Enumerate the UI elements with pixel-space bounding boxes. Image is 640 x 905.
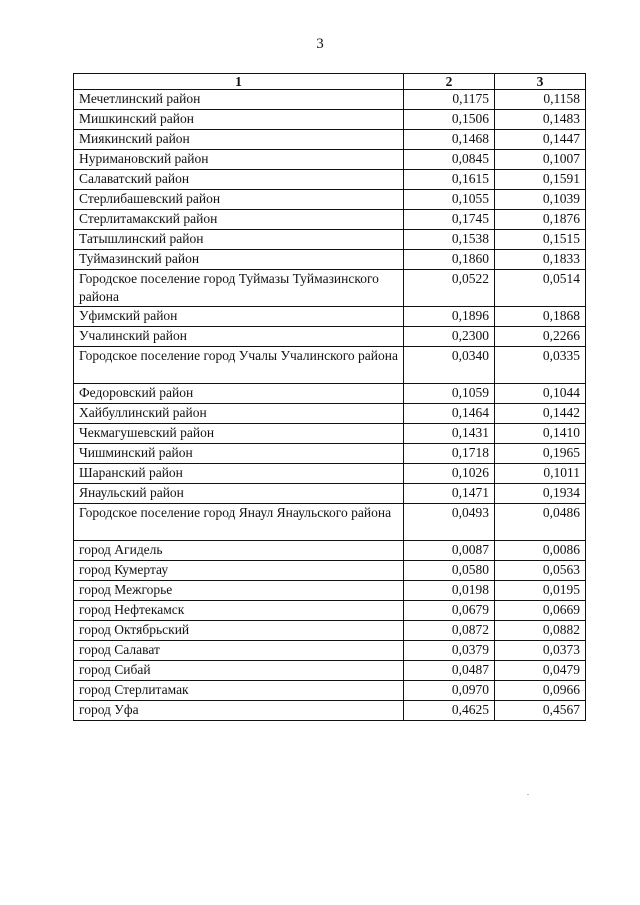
- row-name-cell: город Сибай: [74, 661, 404, 681]
- row-value-col2: 0,0845: [404, 150, 495, 170]
- row-value-col2: 0,1896: [404, 307, 495, 327]
- row-name-cell: город Октябрьский: [74, 621, 404, 641]
- table-row: [74, 110, 586, 130]
- row-value-col2: 0,1745: [404, 210, 495, 230]
- table-row: [74, 581, 586, 601]
- table-row: [74, 250, 586, 270]
- table-row: [74, 444, 586, 464]
- row-name-cell: Чишминский район: [74, 444, 404, 464]
- row-value-col3: 0,1868: [495, 307, 586, 327]
- row-name-cell: Янаульский район: [74, 484, 404, 504]
- row-name-cell: Учалинский район: [74, 327, 404, 347]
- table-row: [74, 641, 586, 661]
- table-row: [74, 621, 586, 641]
- row-value-col3: 0,1965: [495, 444, 586, 464]
- row-value-col3: 0,1044: [495, 384, 586, 404]
- row-value-col2: 0,0340: [404, 347, 495, 384]
- row-name-cell: Шаранский район: [74, 464, 404, 484]
- row-value-col2: 0,0872: [404, 621, 495, 641]
- row-value-col2: 0,0087: [404, 541, 495, 561]
- table-row: [74, 701, 586, 721]
- row-name-cell: Мечетлинский район: [74, 90, 404, 110]
- row-value-col2: 0,1431: [404, 424, 495, 444]
- row-value-col3: 0,0486: [495, 504, 586, 541]
- row-value-col2: 0,0679: [404, 601, 495, 621]
- row-value-col2: 0,1506: [404, 110, 495, 130]
- row-value-col2: 0,1468: [404, 130, 495, 150]
- row-name-cell: Уфимский район: [74, 307, 404, 327]
- row-name-cell: Городское поселение город Туймазы Туймазинского района: [74, 270, 404, 307]
- table-row: [74, 190, 586, 210]
- row-value-col3: 0,0669: [495, 601, 586, 621]
- row-value-col2: 0,0970: [404, 681, 495, 701]
- row-value-col3: 0,0479: [495, 661, 586, 681]
- row-value-col3: 0,0335: [495, 347, 586, 384]
- table-row: [74, 170, 586, 190]
- row-value-col3: 0,0514: [495, 270, 586, 307]
- row-value-col3: 0,2266: [495, 327, 586, 347]
- row-value-col2: 0,1538: [404, 230, 495, 250]
- row-value-col3: 0,1833: [495, 250, 586, 270]
- row-value-col3: 0,1442: [495, 404, 586, 424]
- row-value-col3: 0,1158: [495, 90, 586, 110]
- coefficients-table: [73, 73, 586, 721]
- row-name-cell: Хайбуллинский район: [74, 404, 404, 424]
- row-value-col3: 0,0563: [495, 561, 586, 581]
- row-name-cell: Федоровский район: [74, 384, 404, 404]
- table-row: [74, 327, 586, 347]
- row-value-col3: 0,1007: [495, 150, 586, 170]
- row-value-col3: 0,1447: [495, 130, 586, 150]
- row-value-col2: 0,4625: [404, 701, 495, 721]
- row-name-cell: город Кумертау: [74, 561, 404, 581]
- table-row: [74, 484, 586, 504]
- row-value-col3: 0,0086: [495, 541, 586, 561]
- row-name-cell: город Нефтекамск: [74, 601, 404, 621]
- table-row: [74, 384, 586, 404]
- row-value-col2: 0,1860: [404, 250, 495, 270]
- row-value-col3: 0,0966: [495, 681, 586, 701]
- table-row: [74, 347, 586, 384]
- row-name-cell: Чекмагушевский район: [74, 424, 404, 444]
- row-value-col2: 0,0493: [404, 504, 495, 541]
- column-header-3: 3: [495, 74, 586, 90]
- row-value-col3: 0,1483: [495, 110, 586, 130]
- table-row: [74, 130, 586, 150]
- row-value-col2: 0,0379: [404, 641, 495, 661]
- row-name-cell: город Салават: [74, 641, 404, 661]
- table-row: [74, 601, 586, 621]
- table-row: [74, 541, 586, 561]
- row-name-cell: Городское поселение город Янаул Янаульского района: [74, 504, 404, 541]
- row-name-cell: Мишкинский район: [74, 110, 404, 130]
- row-value-col2: 0,1464: [404, 404, 495, 424]
- row-value-col3: 0,1410: [495, 424, 586, 444]
- row-name-cell: Салаватский район: [74, 170, 404, 190]
- table-row: [74, 150, 586, 170]
- row-value-col3: 0,0882: [495, 621, 586, 641]
- row-value-col2: 0,1471: [404, 484, 495, 504]
- row-name-cell: город Агидель: [74, 541, 404, 561]
- row-value-col2: 0,0580: [404, 561, 495, 581]
- table-row: [74, 404, 586, 424]
- row-value-col3: 0,1876: [495, 210, 586, 230]
- row-value-col3: 0,1515: [495, 230, 586, 250]
- table-row: [74, 270, 586, 307]
- row-value-col2: 0,1615: [404, 170, 495, 190]
- page-number: 3: [316, 36, 324, 52]
- row-value-col2: 0,1055: [404, 190, 495, 210]
- table-row: [74, 210, 586, 230]
- table-row: [74, 230, 586, 250]
- row-value-col2: 0,1059: [404, 384, 495, 404]
- table-body: [74, 90, 586, 721]
- table-row: [74, 90, 586, 110]
- table-row: [74, 424, 586, 444]
- row-value-col2: 0,1026: [404, 464, 495, 484]
- column-header-1: 1: [74, 74, 404, 90]
- table-row: [74, 561, 586, 581]
- row-value-col3: 0,0373: [495, 641, 586, 661]
- row-value-col2: 0,2300: [404, 327, 495, 347]
- scan-speck: [527, 794, 529, 795]
- row-name-cell: Татышлинский район: [74, 230, 404, 250]
- row-value-col3: 0,1011: [495, 464, 586, 484]
- table-row: [74, 681, 586, 701]
- row-value-col2: 0,0198: [404, 581, 495, 601]
- row-value-col2: 0,0487: [404, 661, 495, 681]
- row-name-cell: город Стерлитамак: [74, 681, 404, 701]
- table-header-row: [74, 74, 586, 90]
- row-name-cell: Стерлибашевский район: [74, 190, 404, 210]
- row-name-cell: город Межгорье: [74, 581, 404, 601]
- row-value-col3: 0,4567: [495, 701, 586, 721]
- row-name-cell: Туймазинский район: [74, 250, 404, 270]
- row-name-cell: Стерлитамакский район: [74, 210, 404, 230]
- row-name-cell: Городское поселение город Учалы Учалинского района: [74, 347, 404, 384]
- column-header-2: 2: [404, 74, 495, 90]
- table-row: [74, 307, 586, 327]
- row-value-col3: 0,0195: [495, 581, 586, 601]
- table-row: [74, 504, 586, 541]
- row-value-col3: 0,1591: [495, 170, 586, 190]
- row-name-cell: город Уфа: [74, 701, 404, 721]
- row-name-cell: Нуримановский район: [74, 150, 404, 170]
- table-row: [74, 464, 586, 484]
- row-name-cell: Миякинский район: [74, 130, 404, 150]
- row-value-col3: 0,1039: [495, 190, 586, 210]
- table-row: [74, 661, 586, 681]
- row-value-col3: 0,1934: [495, 484, 586, 504]
- row-value-col2: 0,1718: [404, 444, 495, 464]
- row-value-col2: 0,0522: [404, 270, 495, 307]
- row-value-col2: 0,1175: [404, 90, 495, 110]
